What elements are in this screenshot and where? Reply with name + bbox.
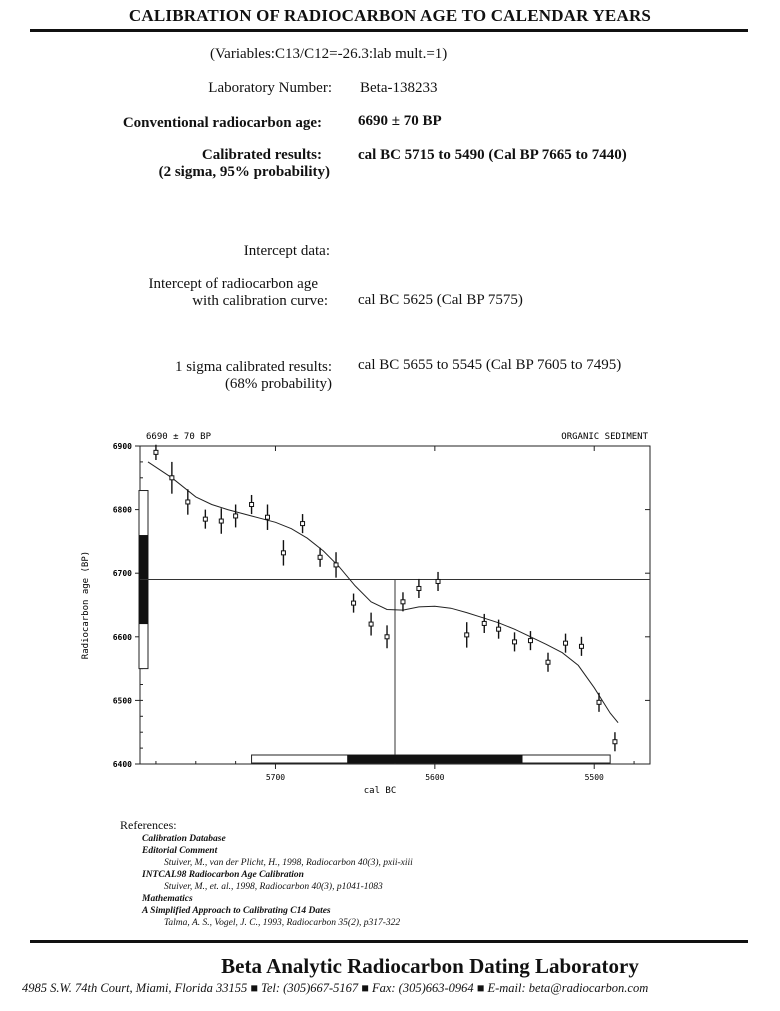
- data-point: [385, 635, 389, 639]
- y-tick-label: 6800: [112, 505, 132, 515]
- data-point: [281, 551, 285, 555]
- conventional-age-label: Conventional radiocarbon age:: [122, 115, 322, 131]
- chart-title-right: ORGANIC SEDIMENT: [561, 432, 648, 442]
- data-point: [528, 639, 532, 643]
- data-point: [352, 601, 356, 605]
- one-sigma-label: 1 sigma calibrated results:: [174, 359, 332, 375]
- reference-citation: Stuiver, M., van der Plicht, H., 1998, Radiocarbon 40(3), pxii-xiii: [164, 858, 413, 868]
- reference-heading: Calibration Database: [142, 834, 226, 844]
- footer-divider: [30, 940, 748, 943]
- y-axis-label: Radiocarbon age (BP): [81, 550, 91, 660]
- reference-heading: A Simplified Approach to Calibrating C14 Dates: [142, 906, 331, 916]
- data-point: [465, 633, 469, 637]
- calibration-chart: [70, 425, 670, 805]
- calibration-chart-svg: [70, 425, 670, 805]
- data-point: [170, 476, 174, 480]
- references-list: [120, 833, 413, 929]
- data-point: [579, 644, 583, 648]
- intercept-value: cal BC 5625 (Cal BP 7575): [358, 292, 523, 308]
- data-point: [436, 579, 440, 583]
- data-point: [597, 700, 601, 704]
- header-divider: [30, 29, 748, 32]
- one-sigma-sublabel: (68% probability): [224, 376, 332, 392]
- chart-title-left: 6690 ± 70 BP: [146, 432, 212, 442]
- y-tick-label: 6500: [112, 696, 132, 706]
- x-axis-label: cal BC: [363, 786, 397, 796]
- calibration-curve: [148, 462, 618, 723]
- x-tick-label: 5500: [584, 773, 604, 782]
- data-point: [203, 517, 207, 521]
- data-point: [417, 586, 421, 590]
- data-point: [401, 600, 405, 604]
- plot-layer: [113, 442, 650, 782]
- data-point: [482, 621, 486, 625]
- one-sigma-calendar-bar: [347, 755, 522, 763]
- conventional-age-value: 6690 ± 70 BP: [358, 113, 442, 129]
- reference-heading: Mathematics: [142, 894, 193, 904]
- x-tick-label: 5700: [265, 773, 286, 782]
- calibrated-results-label: Calibrated results:: [201, 147, 322, 163]
- data-point: [369, 622, 373, 626]
- variables-text: (Variables:C13/C12=-26.3:lab mult.=1): [210, 46, 448, 62]
- data-point: [186, 500, 190, 504]
- intercept-data-header: Intercept data:: [243, 243, 330, 259]
- data-point: [334, 563, 338, 567]
- calibrated-results-value: cal BC 5715 to 5490 (Cal BP 7665 to 7440): [358, 147, 627, 163]
- lab-number-label: Laboratory Number:: [208, 80, 332, 96]
- one-sigma-value: cal BC 5655 to 5545 (Cal BP 7605 to 7495): [358, 357, 622, 373]
- data-point: [513, 640, 517, 644]
- reference-heading: Editorial Comment: [142, 846, 218, 856]
- data-point: [154, 450, 158, 454]
- intercept-label-line2: with calibration curve:: [192, 293, 328, 309]
- intercept-label-line1: Intercept of radiocarbon age: [148, 276, 318, 292]
- data-point: [497, 627, 501, 631]
- reference-citation: Stuiver, M., et. al., 1998, Radiocarbon 40(3), p1041-1083: [164, 882, 383, 892]
- data-point: [219, 519, 223, 523]
- data-point: [234, 514, 238, 518]
- y-tick-label: 6400: [112, 760, 132, 769]
- data-point: [250, 503, 254, 507]
- data-point: [613, 740, 617, 744]
- data-point: [546, 660, 550, 664]
- data-point: [266, 515, 270, 519]
- y-tick-label: 6900: [112, 442, 132, 451]
- y-tick-label: 6600: [112, 632, 132, 642]
- y-tick-label: 6700: [112, 569, 132, 579]
- references-heading: References:: [120, 818, 177, 832]
- reference-heading: INTCAL98 Radiocarbon Age Calibration: [142, 870, 304, 880]
- data-point: [301, 522, 305, 526]
- lab-number-value: Beta-138233: [360, 80, 438, 96]
- calibrated-results-sublabel: (2 sigma, 95% probability): [158, 164, 330, 180]
- reference-citation: Talma, A. S., Vogel, J. C., 1993, Radiocarbon 35(2), p317-322: [164, 918, 401, 928]
- lab-address: 4985 S.W. 74th Court, Miami, Florida 33155 ■ Tel: (305)667-5167 ■ Fax: (305)663-0964 ■ E-mail: beta@radiocarbon.com: [22, 981, 649, 995]
- x-tick-label: 5600: [425, 773, 445, 782]
- data-point: [318, 555, 322, 559]
- references-section: [120, 818, 413, 929]
- data-point: [564, 641, 568, 645]
- lab-name: Beta Analytic Radiocarbon Dating Laboratory: [221, 954, 639, 978]
- page-title: CALIBRATION OF RADIOCARBON AGE TO CALENDAR YEARS: [128, 6, 652, 25]
